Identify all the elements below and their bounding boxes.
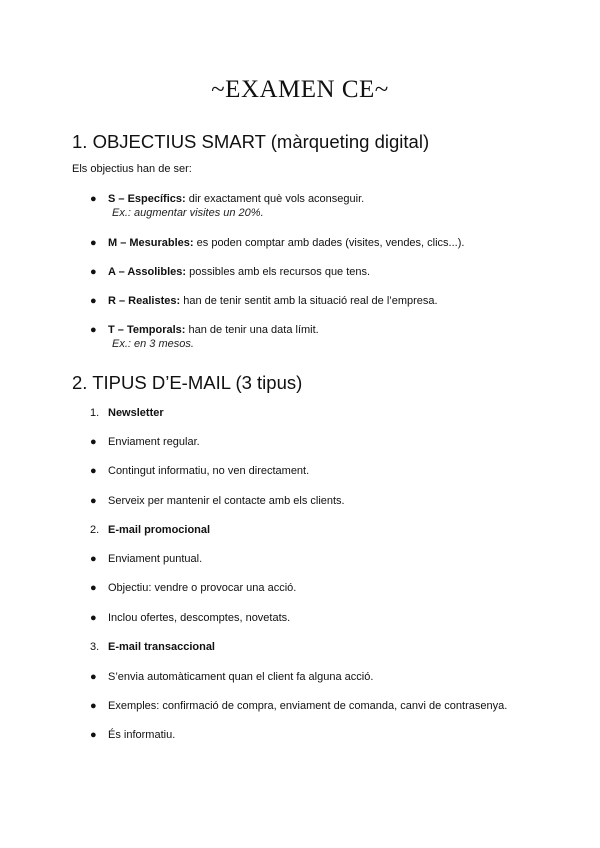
item-label: M – Mesurables:: [108, 237, 194, 249]
item-text: dir exactament què vols aconseguir.: [185, 193, 365, 205]
item-label: R – Realistes:: [108, 295, 181, 307]
item-label: T – Temporals:: [108, 324, 186, 336]
item-number: 2.: [90, 524, 100, 536]
bullet-icon: ●: [90, 436, 97, 448]
item-text: possibles amb els recursos que tens.: [186, 266, 371, 278]
bullet-icon: ●: [90, 324, 97, 336]
bullet-icon: ●: [90, 465, 97, 477]
item-number: 1.: [90, 407, 100, 419]
item-example: Ex.: en 3 mesos.: [112, 338, 194, 350]
bullet-icon: ●: [90, 553, 97, 565]
section-intro: Els objectius han de ser:: [72, 163, 192, 175]
item-text: Enviament regular.: [108, 436, 200, 448]
item-text: han de tenir sentit amb la situació real de l’empresa.: [180, 295, 438, 307]
group-name: E-mail transaccional: [108, 641, 215, 653]
bullet-icon: ●: [90, 495, 97, 507]
item-text: han de tenir una data límit.: [185, 324, 319, 336]
item-example: Ex.: augmentar visites un 20%.: [112, 207, 264, 219]
bullet-icon: ●: [90, 266, 97, 278]
bullet-icon: ●: [90, 671, 97, 683]
item-text: Serveix per mantenir el contacte amb els clients.: [108, 495, 345, 507]
item-text: Objectiu: vendre o provocar una acció.: [108, 582, 297, 594]
bullet-icon: ●: [90, 700, 97, 712]
bullet-icon: ●: [90, 295, 97, 307]
item-label: A – Assolibles:: [108, 266, 187, 278]
bullet-icon: ●: [90, 729, 97, 741]
section-heading-email: 2. TIPUS D’E-MAIL (3 tipus): [72, 372, 303, 393]
section-heading-smart: 1. OBJECTIUS SMART (màrqueting digital): [72, 131, 430, 152]
bullet-icon: ●: [90, 237, 97, 249]
bullet-icon: ●: [90, 193, 97, 205]
item-text: És informatiu.: [108, 729, 176, 741]
item-text: Contingut informatiu, no ven directament.: [108, 465, 310, 477]
item-label: S – Específics:: [108, 193, 186, 205]
bullet-icon: ●: [90, 582, 97, 594]
item-number: 3.: [90, 641, 100, 653]
group-name: E-mail promocional: [108, 524, 211, 536]
item-text: Exemples: confirmació de compra, enviament de comanda, canvi de contrasenya.: [108, 700, 508, 712]
bullet-icon: ●: [90, 612, 97, 624]
item-text: Inclou ofertes, descomptes, novetats.: [108, 612, 291, 624]
item-text: S’envia automàticament quan el client fa alguna acció.: [108, 671, 374, 683]
item-text: Enviament puntual.: [108, 553, 203, 565]
item-text: es poden comptar amb dades (visites, vendes, clics...).: [193, 237, 465, 249]
page-title: ~EXAMEN CE~: [211, 76, 389, 103]
group-name: Newsletter: [108, 407, 164, 419]
